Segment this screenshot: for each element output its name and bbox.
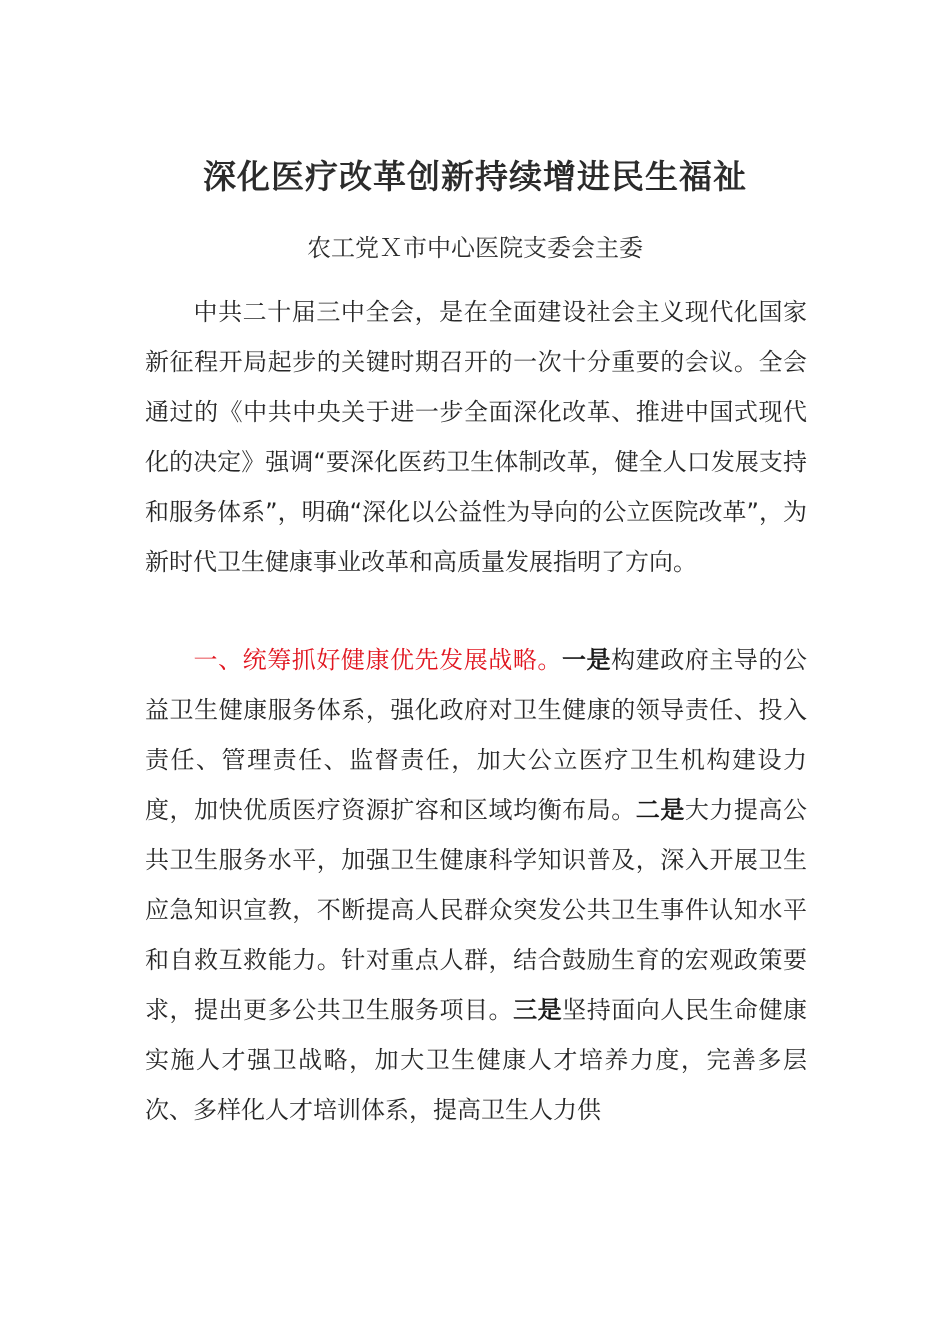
point-text-three: 坚持面向人民生命健康实施人才强卫战略，加大卫生健康人才培养力度，完善多层次、多样化人才培训体系，提高卫生人力供 — [145, 996, 808, 1124]
point-marker-two: 二是 — [635, 796, 685, 824]
paragraph-section-one — [145, 635, 807, 1135]
point-marker-three: 三是 — [513, 996, 563, 1024]
paragraph-intro-text: 中共二十届三中全会，是在全面建设社会主义现代化国家新征程开局起步的关键时期召开的一次十分重要的会议。全会通过的《中共中央关于进一步全面深化改革、推进中国式现代化的决定》强调“要深化医药卫生体制改革，健全人口发展支持和服务体系”，明确“深化以公益性为导向的公立医院改革”，为新时代卫生健康事业改革和高质量发展指明了方向。 — [145, 298, 807, 576]
point-text-two: 大力提高公共卫生服务水平，加强卫生健康科学知识普及，深入开展卫生应急知识宣教，不断提高人民群众突发公共卫生事件认知水平和自救互救能力。针对重点人群，结合鼓励生育的宏观政策要求，提出更多公共卫生服务项目。 — [145, 796, 808, 1024]
document-author: 农工党Ｘ市中心医院支委会主委 — [307, 234, 643, 262]
point-marker-one: 一是 — [561, 646, 612, 674]
document-title: 深化医疗改革创新持续增进民生福祉 — [203, 157, 747, 196]
paragraph-intro — [145, 287, 807, 587]
section-heading: 一、统筹抓好健康优先发展战略。 — [193, 646, 562, 674]
point-text-one: 构建政府主导的公益卫生健康服务体系，强化政府对卫生健康的领导责任、投入责任、管理责任、监督责任，加大公立医疗卫生机构建设力度，加快优质医疗资源扩容和区域均衡布局。 — [145, 646, 808, 824]
